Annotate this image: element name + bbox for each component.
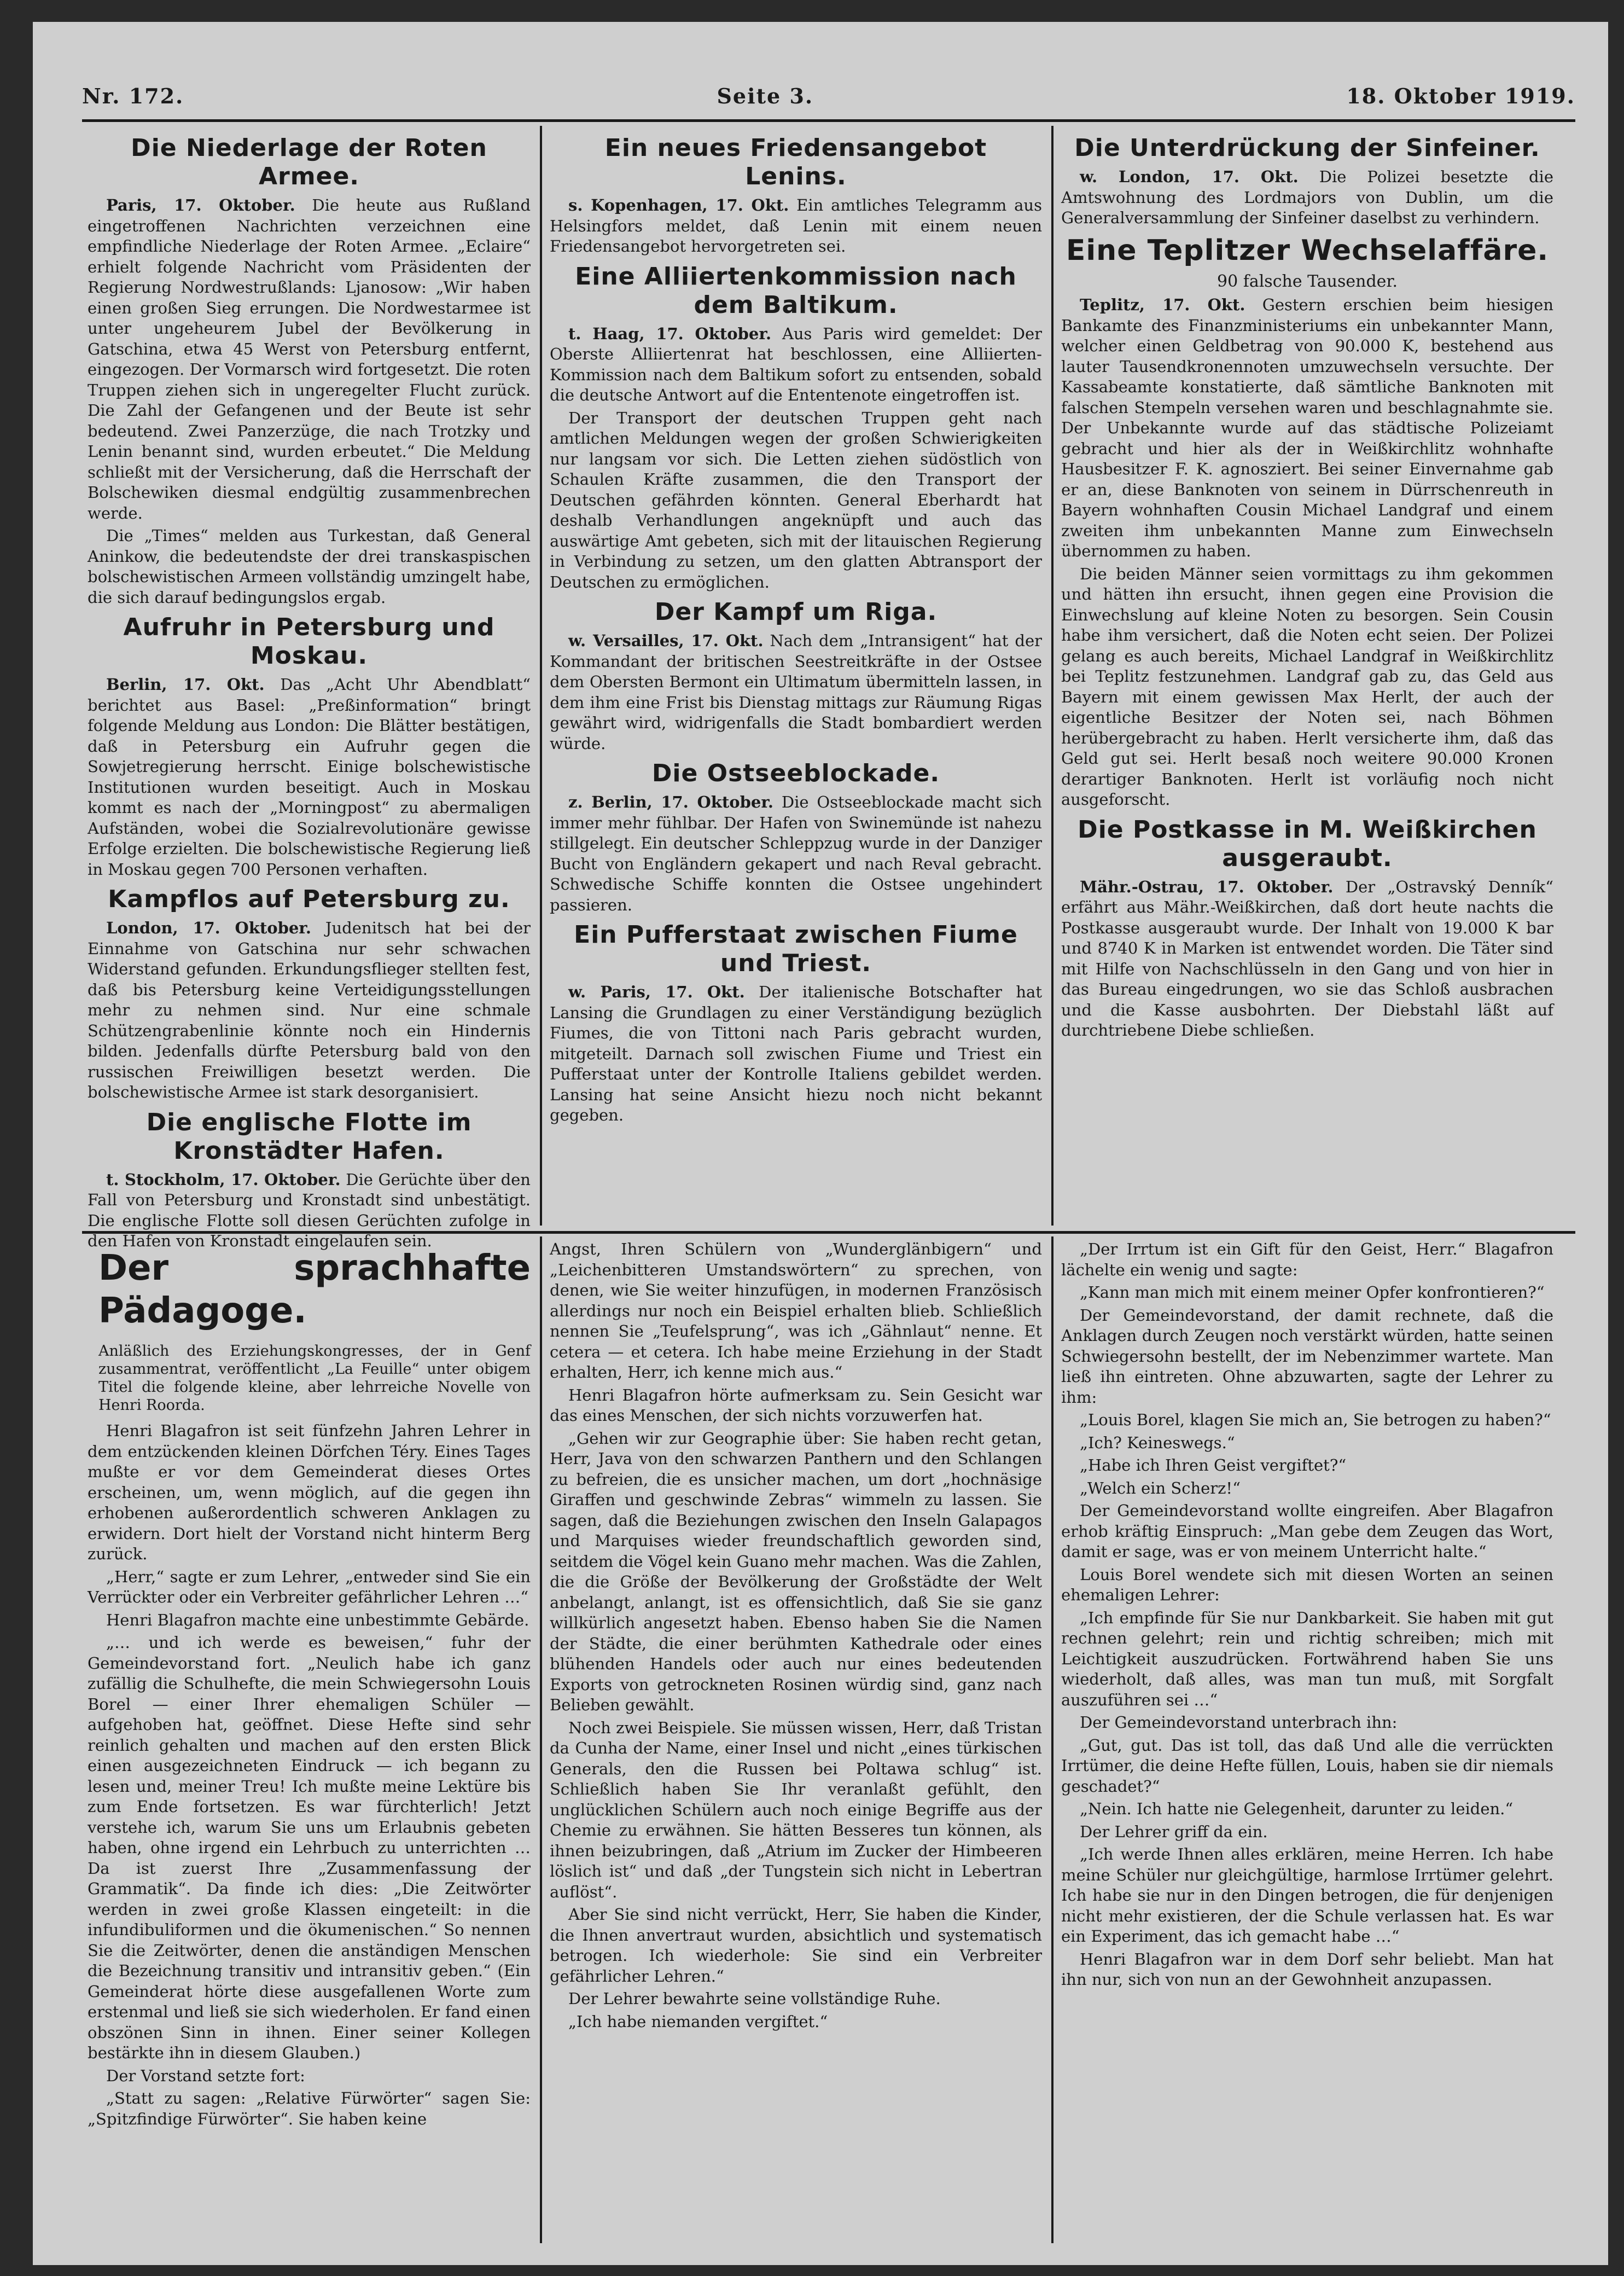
story-paragraph: „Gehen wir zur Geographie über: Sie haben recht getan, Herr, Java von den schwarzen Panthern und den Schlangen zu befreien, die es unsicher machen, um dort „hochnäsige Giraffen und geschwinde Zebras“ wimmeln zu lassen. Sie sagen, daß die Beziehungen zwischen den Inseln Galapagos und Marquises wieder freundschaftlich geworden sind, seitdem die Vögel kein Guano mehr machen. Was die Zahlen, die die Größe der Bevölkerung der Großstädte der Welt anbelangt, anlangt, ist es offensichtlich, daß Sie sie ganz willkürlich angesetzt haben. Ebenso haben Sie die Namen der Städte, die einer berühmten Kathedrale oder eines blühenden Handels oder auch nur eines bedeutenden Exports von getrockneten Rosinen würdig sind, ganz nach Belieben gewählt. [550, 1429, 1042, 1714]
headline: Eine Alliiertenkommission nach dem Baltikum. [575, 262, 1017, 319]
article [1061, 234, 1553, 810]
issue-date: 18. Oktober 1919. [1346, 83, 1575, 108]
story-paragraph: Henri Blagafron machte eine unbestimmte Gebärde. [106, 1610, 529, 1629]
column-rule [1051, 126, 1053, 1226]
subheadline: 90 falsche Tausender. [1217, 271, 1398, 291]
story-paragraph: „Statt zu sagen: „Relative Fürwörter“ sagen Sie: „Spitzfindige Fürwörter“. Sie haben keine [88, 2089, 531, 2128]
page-header [82, 77, 1575, 115]
dateline: s. Kopenhagen, 17. Okt. [568, 196, 789, 214]
dateline: w. London, 17. Okt. [1080, 167, 1299, 186]
story-paragraph: „Der Irrtum ist ein Gift für den Geist, Herr.“ Blagafron lächelte ein wenig und sagte: [1061, 1240, 1553, 1279]
dateline: w. Paris, 17. Okt. [568, 983, 745, 1001]
feuilleton-column-2 [550, 1239, 1042, 2246]
article [88, 134, 531, 608]
article-text: Die Ostseeblockade macht sich immer mehr fühlbar. Der Hafen von Swinemünde ist nahezu stillgelegt. Ein deutscher Schleppzug wurde in der Danziger Bucht von Engländern gekapert und nach Reval gebracht. Schwedische Schiffe konnten die Ostsee ungehindert passieren. [550, 793, 1042, 914]
story-paragraph: Louis Borel wendete sich mit diesen Worten an seinen ehemaligen Lehrer: [1061, 1565, 1553, 1604]
article-text: Ein amtliches Telegramm aus Helsingfors meldet, daß Lenin mit einem neuen Friedensangebot hervorgetreten sei. [550, 196, 1042, 256]
dateline: London, 17. Oktober. [106, 919, 312, 937]
article-text: Die „Times“ melden aus Turkestan, daß General Aninkow, die bedeutendste der drei transkaspischen bolschewistischen Armeen vollständig umzingelt habe, die sich darauf bedingungslos ergab. [88, 526, 531, 607]
article-text: Aus Paris wird gemeldet: Der Oberste Alliiertenrat hat beschlossen, eine Alliierten-Kommission nach dem Baltikum sofort zu entsenden, sobald die deutsche Antwort auf die Ententenote eingetroffen ist. [550, 324, 1043, 404]
article [550, 134, 1042, 257]
story-paragraph: Aber Sie sind nicht verrückt, Herr, Sie haben die Kinder, die Ihnen anvertraut wurden, absichtlich und systematisch betrogen. Ich wiederhole: Sie sind ein Verbreiter gefährlicher Lehren.“ [550, 1905, 1042, 1985]
headline: Die Niederlage der Roten Armee. [131, 134, 487, 190]
column-rule [1051, 1236, 1053, 2243]
article-text: Nach dem „Intransigent“ hat der Kommandant der britischen Seestreitkräfte in der Ostsee dem Obersten Bermont ein Ultimatum übermitteln lassen, in dem ihm eine Frist bis Dienstag mittags zur Räumung Rigas gewährt wird, widrigenfalls die Stadt bombardiert werden würde. [550, 631, 1043, 753]
header-rule [82, 119, 1575, 122]
article-text: Gestern erschien beim hiesigen Bankamte des Finanzministeriums ein unbekannter Mann, welcher einen Geldbetrag von 90.000 K, bestehend aus lauter Tausendkronennoten umzuwechseln versuchte. Der Kassabeamte konstatierte, daß sämtliche Banknoten mit falschen Stempeln versehen waren und beschlagnahmte sie. Der Unbekannte wurde auf das städtische Polizeiamt gebracht und hier als der in Weißkirchlitz wohnhafte Hausbesitzer F. K. agnosziert. Bei seiner Einvernahme gab er an, diese Banknoten von seinem in Dürrschenreuth in Bayern wohnhaften Cousin Michael Landgraf und einem zweiten ihm unbekannten Manne zum Einwechseln übernommen zu haben. [1061, 295, 1554, 560]
news-column-2 [550, 129, 1042, 1226]
story-paragraph: Der Lehrer griff da ein. [1080, 1822, 1268, 1841]
article [550, 263, 1042, 593]
story-paragraph: „Gut, gut. Das ist toll, das daß Und alle die verrückten Irrtümer, die deine Hefte füllen, Louis, haben sie dir niemals geschadet?“ [1061, 1735, 1553, 1796]
headline: Die Ostseeblockade. [651, 759, 940, 787]
dateline: Paris, 17. Oktober. [106, 196, 295, 214]
headline: Kampflos auf Petersburg zu. [108, 885, 510, 913]
story-paragraph: Henri Blagafron ist seit fünfzehn Jahren Lehrer in dem entzückenden kleinen Dörfchen Téry. Eines Tages mußte er vor dem Gemeinderat dieses Ortes erscheinen, um, wenn möglich, auf die gegen ihn erhobenen außerordentlich schweren Anklagen zu erwidern. Dort hielt der Vorstand nicht hinterm Berg zurück. [88, 1421, 531, 1563]
headline: Der Kampf um Riga. [654, 598, 938, 626]
article [550, 598, 1042, 754]
story-paragraph: „Ich werde Ihnen alles erklären, meine Herren. Ich habe meine Schüler nur gleichgültige, harmlose Irrtümer gelehrt. Ich habe sie nur in den Dingen betrogen, die für denjenigen nicht mehr existieren, der die Schule verlassen hat. Es war ein Experiment, das ich gemacht habe …“ [1061, 1845, 1553, 1946]
dateline: Teplitz, 17. Okt. [1080, 295, 1245, 314]
article-text: Das „Acht Uhr Abendblatt“ berichtet aus Basel: „Preßinformation“ bringt folgende Meldung aus London: Die Blätter bestätigen, daß in Petersburg ein Aufruhr gegen die Sowjetregierung herrscht. Einige bolschewistische Institutionen wurden beseitigt. Auch in Moskau kommt es nach der „Morningpost“ zu abermaligen Aufständen, wobei die Sozialrevolutionäre gewisse Erfolge erzielten. Die bolschewistische Regierung ließ in Moskau gegen 700 Personen verhaften. [88, 675, 531, 879]
article-text: Der Transport der deutschen Truppen geht nach amtlichen Meldungen wegen der großen Schwierigkeiten nur langsam vor sich. Die Letten ziehen südöstlich von Schaulen Kräfte zusammen, die den Transport der Deutschen gefährden könnten. General Eberhardt hat deshalb Verhandlungen angeknüpft und auch das auswärtige Amt gebeten, sich mit der litauischen Regierung in Verbindung zu setzen, um den glatten Abtransport der Deutschen zu ermöglichen. [550, 408, 1042, 591]
story-paragraph: Henri Blagafron hörte aufmerksam zu. Sein Gesicht war das eines Menschen, der sich nichts vorzuwerfen hat. [550, 1385, 1042, 1425]
headline: Die englische Flotte im Kronstädter Hafen. [146, 1108, 472, 1165]
headline: Die Postkasse in M. Weißkirchen ausgeraubt. [1078, 815, 1537, 872]
dateline: Mähr.-Ostrau, 17. Oktober. [1080, 877, 1334, 896]
story-paragraph: Angst, Ihren Schülern von „Wunderglänbigern“ und „Leichenbitteren Umstandswörtern“ zu sprechen, von denen, wie Sie weiter hinzufügen, in modernen Französisch allerdings nur noch ein Beispiel erhalten blieb. Schließlich nennen Sie „Teufelsprung“, was ich „Gähnlaut“ nenne. Et cetera — et cetera. Ich habe meine Erziehung in der Stadt erhalten, Herr, ich kenne mich aus.“ [550, 1240, 1042, 1381]
article [1061, 134, 1553, 229]
story-paragraph: Der Gemeindevorstand unterbrach ihn: [1080, 1713, 1398, 1732]
story-paragraph: „Louis Borel, klagen Sie mich an, Sie betrogen zu haben?“ [1080, 1410, 1551, 1429]
story-paragraph: Noch zwei Beispiele. Sie müssen wissen, Herr, daß Tristan da Cunha der Name, einer Insel und nicht „eines türkischen Generals, den die Russen bei Poltawa schlug“ ist. Schließlich haben Sie Ihr veranlaßt gefühlt, den unglücklichen Schülern auch noch einige Begriffe aus der Chemie zu erwähnen. Sie hätten Besseres tun können, als ihnen beizubringen, daß „Atrium im Zucker der Himbeeren löslich ist“ und daß „der Tungstein sich nicht in Lebertran auflöst“. [550, 1718, 1042, 1901]
article [1061, 816, 1553, 1041]
feuilleton-column-1 [88, 1239, 531, 2246]
dateline: Berlin, 17. Okt. [106, 675, 265, 694]
column-rule [540, 1236, 542, 2243]
article-text: Der italienische Botschafter hat Lansing die Grundlagen zu einer Verständigung bezüglich Fiumes, die von Tittoni nach Paris gebracht wurden, mitgeteilt. Darnach soll zwischen Fiume und Triest ein Pufferstaat unter der Kontrolle Italiens gebildet werden. Lansing hat seine Ansicht hiezu noch nicht bekannt gegeben. [550, 983, 1042, 1124]
headline: Die Unterdrückung der Sinfeiner. [1074, 134, 1540, 162]
story-paragraph: „Welch ein Scherz!“ [1080, 1478, 1241, 1497]
story-paragraph: Der Vorstand setzte fort: [106, 2066, 305, 2085]
news-column-3 [1061, 129, 1553, 1226]
feuilleton-title: Der sprachhafte Pädagoge. [98, 1248, 531, 1331]
dateline: w. Versailles, 17. Okt. [568, 631, 764, 650]
story-paragraph: Der Gemeindevorstand wollte eingreifen. Aber Blagafron erhob kräftig Einspruch: „Man gebe dem Zeugen das Wort, damit er sage, was er von meinem Unterricht halte.“ [1061, 1501, 1553, 1561]
story-paragraph: Henri Blagafron war in dem Dorf sehr beliebt. Man hat ihn nur, sich von nun an der Gewohnheit anzupassen. [1061, 1949, 1553, 1989]
dateline: t. Stockholm, 17. Oktober. [106, 1170, 341, 1189]
dateline: t. Haag, 17. Oktober. [568, 324, 772, 343]
article-text: Die Gerüchte über den Fall von Petersburg und Kronstadt sind unbestätigt. Die englische Flotte soll diesen Gerüchten zufolge in den Hafen von Kronstadt eingelaufen sein. [88, 1170, 531, 1250]
story-paragraph: „Herr,“ sagte er zum Lehrer, „entweder sind Sie ein Verrückter oder ein Verbreiter gefährlicher Lehren …“ [88, 1567, 531, 1606]
article [88, 885, 531, 1103]
news-column-1 [88, 129, 531, 1250]
story-paragraph: „Habe ich Ihren Geist vergiftet?“ [1080, 1456, 1347, 1474]
article-text: Die heute aus Rußland eingetroffenen Nachrichten verzeichnen eine empfindliche Niederlage der Roten Armee. „Eclaire“ erhielt folgende Nachricht vom Präsidenten der Regierung Nordwestrußlands: Ljanosow: „Wir haben einen großen Sieg errungen. Die Nordwestarmee ist unter ungeheurem Jubel der Bevölkerung in Gatschina, etwa 45 Werst von Petersburg entfernt, eingezogen. Der Vormarsch wird fortgesetzt. Die roten Truppen ziehen sich in ungeregelter Flucht zurück. Die Zahl der Gefangenen und der Beute ist sehr bedeutend. Zwei Panzerzüge, die nach Trotzky und Lenin benannt sind, wurden erbeutet.“ Die Meldung schließt mit der Versicherung, daß die Herrschaft der Bolschewiken diesmal endgültig zusammenbrechen werde. [88, 196, 531, 522]
story-paragraph: „… und ich werde es beweisen,“ fuhr der Gemeindevorstand fort. „Neulich habe ich ganz zufällig die Schulhefte, die mein Schwiegersohn Louis Borel — einer Ihrer ehemaligen Schüler — aufgehoben hat, geöffnet. Diese Hefte sind sehr reinlich gehalten und machen auf den ersten Blick einen ausgezeichneten Eindruck — ich begann zu lesen und, meiner Treu! Ich mußte meine Lektüre bis zum Ende fortsetzen. Es war fürchterlich! Jetzt verstehe ich, warum Sie uns um Erlaubnis gebeten haben, ohne irgend ein Lehrbuch zu unterrichten … Da ist zuerst Ihre „Zusammenfassung der Grammatik“. Da finde ich dies: „Die Zeitwörter werden in zwei große Klassen eingeteilt: in die infundibuliformen und die ökumenischen.“ So nennen Sie die Zeitwörter, denen die anständigen Menschen die Bezeichnung transitiv und intransitiv geben.“ (Ein Gemeinderat hörte diese ausgefallenen Worte zum erstenmal und ließ sie sich wiederholen. Er fand einen obszönen Sinn in ihnen. Einer seiner Kollegen bestärkte ihn in diesem Glauben.) [88, 1633, 531, 2062]
article [550, 759, 1042, 915]
article-text: Die Polizei besetzte die Amtswohnung des Lordmajors von Dublin, um die Generalversammlung der Sinfeiner daselbst zu verhindern. [1061, 167, 1553, 227]
headline: Eine Teplitzer Wechselaffäre. [1066, 234, 1549, 267]
article [88, 613, 531, 880]
feuilleton-intro: Anläßlich des Erziehungskongresses, der in Genf zusammentrat, veröffentlicht „La Feuille“ unter obigem Titel die folgende kleine, aber lehrreiche Novelle von Henri Roorda. [98, 1343, 531, 1414]
story-paragraph: „Ich? Keineswegs.“ [1080, 1433, 1235, 1452]
page-number: Seite 3. [717, 83, 814, 108]
newspaper-page [33, 22, 1608, 2265]
article [550, 921, 1042, 1126]
article-text: Der „Ostravský Denník“ erfährt aus Mähr.-Weißkirchen, daß dort heute nachts die Postkasse ausgeraubt wurde. Der Inhalt von 19.000 K bar und 8740 K in Marken ist entwendet worden. Die Täter sind mit Hilfe von Nachschlüsseln in den Gang und von hier in das Bureau eingedrungen, wo sie das Schloß ausbrachen und die Kasse ausbohrten. Der Diebstahl läßt auf durchtriebene Diebe schließen. [1061, 877, 1553, 1040]
story-paragraph: Der Lehrer bewahrte seine vollständige Ruhe. [568, 1989, 941, 2008]
article [88, 1108, 531, 1252]
headline: Aufruhr in Petersburg und Moskau. [123, 613, 495, 670]
headline: Ein Pufferstaat zwischen Fiume und Triest. [574, 921, 1018, 977]
issue-number: Nr. 172. [82, 83, 184, 108]
headline: Ein neues Friedensangebot Lenins. [604, 134, 987, 190]
article-text: Die beiden Männer seien vormittags zu ihm gekommen und hätten ihn ersucht, ihnen gegen eine Provision die Einwechslung auf kleine Noten zu besorgen. Sein Cousin habe ihm versichert, daß die Noten echt seien. Der Polizei gelang es auch bereits, Michael Landgraf in Weißkirchlitz bei Teplitz festzunehmen. Landgraf gab zu, das Geld aus Bayern mit einem gewissen Max Herlt, der auch der eigentliche Besitzer der Noten sei, nach Böhmen herübergebracht zu haben. Herlt versicherte ihm, daß das Geld gut sei. Herlt besaß noch weitere 90.000 Kronen derartiger Banknoten. Herlt ist vorläufig noch nicht ausgeforscht. [1061, 564, 1553, 809]
story-paragraph: „Ich habe niemanden vergiftet.“ [568, 2012, 828, 2031]
story-paragraph: Der Gemeindevorstand, der damit rechnete, daß die Anklagen durch Zeugen noch verstärkt würden, hatte seinen Schwiegersohn bestellt, der im Nebenzimmer wartete. Man ließ ihn eintreten. Ohne abzuwarten, sagte der Lehrer zu ihm: [1061, 1305, 1553, 1407]
column-rule [540, 126, 542, 1226]
story-paragraph: „Nein. Ich hatte nie Gelegenheit, darunter zu leiden.“ [1080, 1799, 1514, 1818]
dateline: z. Berlin, 17. Oktober. [568, 793, 774, 811]
article-text: Judenitsch hat bei der Einnahme von Gatschina nur sehr schwachen Widerstand gefunden. Erkundungsflieger stellten fest, daß bis Petersburg keine Verteidigungsstellungen mehr zu nehmen sind. Nur eine schmale Schützengrabenlinie könnte noch ein Hindernis bilden. Jedenfalls dürfte Petersburg bald von den russischen Freiwilligen besetzt werden. Die bolschewistische Armee ist stark desorganisiert. [88, 919, 531, 1101]
story-paragraph: „Kann man mich mit einem meiner Opfer konfrontieren?“ [1080, 1283, 1545, 1302]
story-paragraph: „Ich empfinde für Sie nur Dankbarkeit. Sie haben mit gut rechnen gelehrt; rein und richtig schreiben; mich mit Leichtigkeit auszudrücken. Fortwährend haben Sie uns wiederholt, daß alles, was man tun muß, mit Sorgfalt auszuführen sei …“ [1061, 1608, 1553, 1709]
feuilleton-column-3 [1061, 1239, 1553, 2246]
